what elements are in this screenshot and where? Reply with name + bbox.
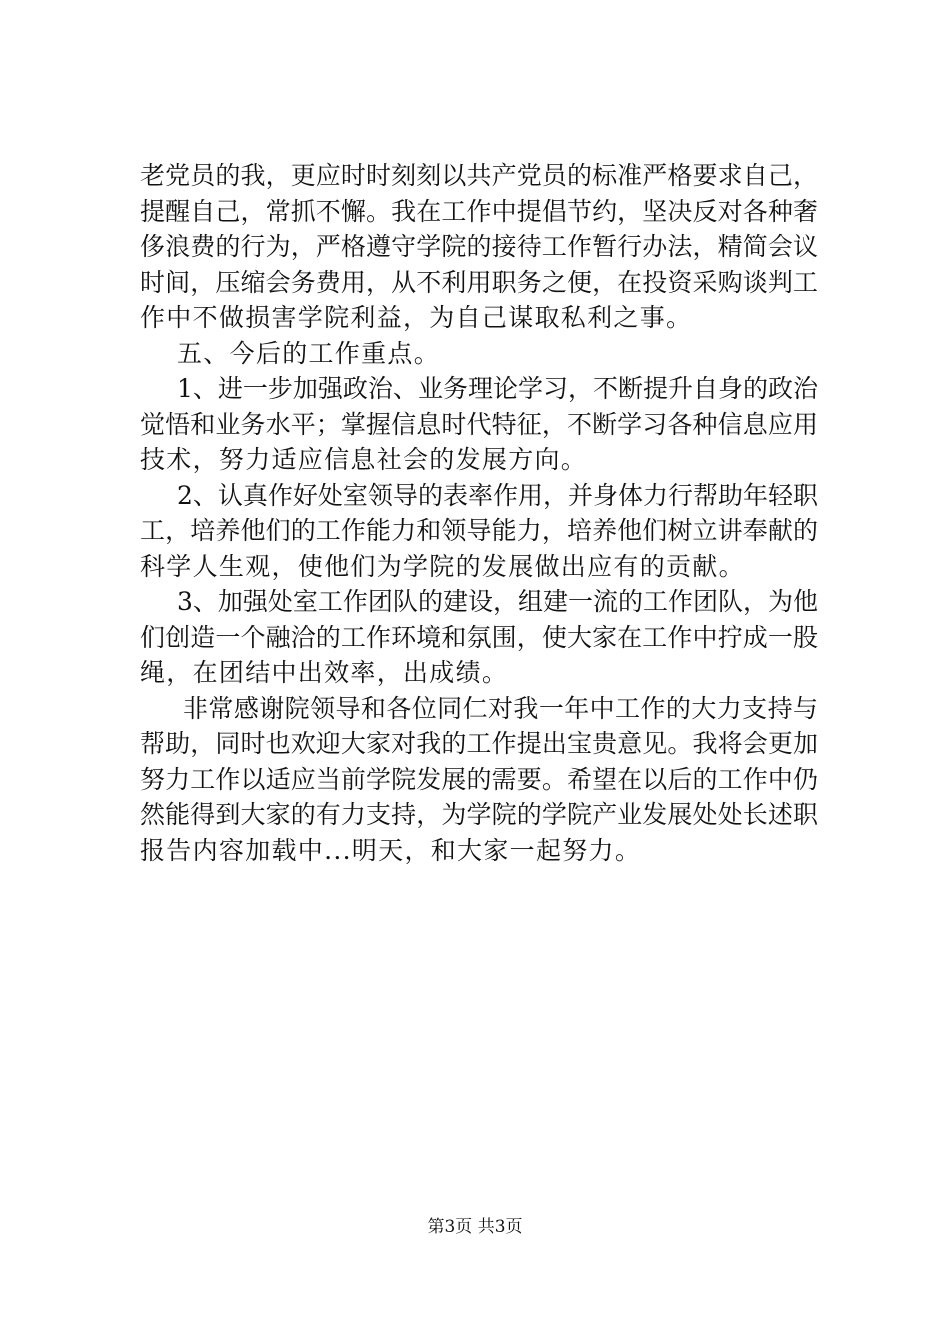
text-line: 觉悟和业务水平；掌握信息时代特征，不断学习各种信息应用: [140, 409, 818, 439]
paragraph-line: 非常感谢院领导和各位同仁对我一年中工作的大力支持与: [183, 693, 818, 723]
text-line: 侈浪费的行为，严格遵守学院的接待工作暂行办法，精简会议: [140, 232, 818, 261]
list-item-line: 3、加强处室工作团队的建设，组建一流的工作团队，为他: [177, 587, 818, 616]
text-line: 科学人生观，使他们为学院的发展做出应有的贡献。: [140, 551, 745, 581]
text-line: 然能得到大家的有力支持，为学院的学院产业发展处处长述职: [140, 800, 818, 829]
list-item-line: 1、进一步加强政治、业务理论学习，不断提升自身的政治: [177, 374, 818, 403]
text-line: 绳，在团结中出效率，出成绩。: [140, 658, 509, 687]
list-item-line: 2、认真作好处室领导的表率作用，并身体力行帮助年轻职: [177, 480, 818, 510]
section-heading: 五、今后的工作重点。: [177, 338, 441, 368]
text-line: 们创造一个融洽的工作环境和氛围，使大家在工作中拧成一股: [140, 622, 818, 652]
text-line: 老党员的我，更应时时刻刻以共产党员的标准严格要求自己，: [140, 161, 818, 190]
page-number-footer: 第3页 共3页: [427, 1217, 523, 1237]
text-line: 作中不做损害学院利益，为自己谋取私利之事。: [140, 303, 693, 332]
document-body: [140, 158, 818, 868]
text-line: 努力工作以适应当前学院发展的需要。希望在以后的工作中仍: [140, 764, 818, 794]
text-line: 时间，压缩会务费用，从不利用职务之便，在投资采购谈判工: [140, 267, 818, 297]
text-line: 报告内容加载中...明天，和大家一起努力。: [140, 835, 642, 865]
text-line: 提醒自己，常抓不懈。我在工作中提倡节约，坚决反对各种奢: [140, 196, 818, 226]
text-line: 工，培养他们的工作能力和领导能力，培养他们树立讲奉献的: [140, 516, 818, 545]
text-line: 帮助，同时也欢迎大家对我的工作提出宝贵意见。我将会更加: [140, 729, 818, 758]
text-line: 技术，努力适应信息社会的发展方向。: [140, 445, 588, 474]
